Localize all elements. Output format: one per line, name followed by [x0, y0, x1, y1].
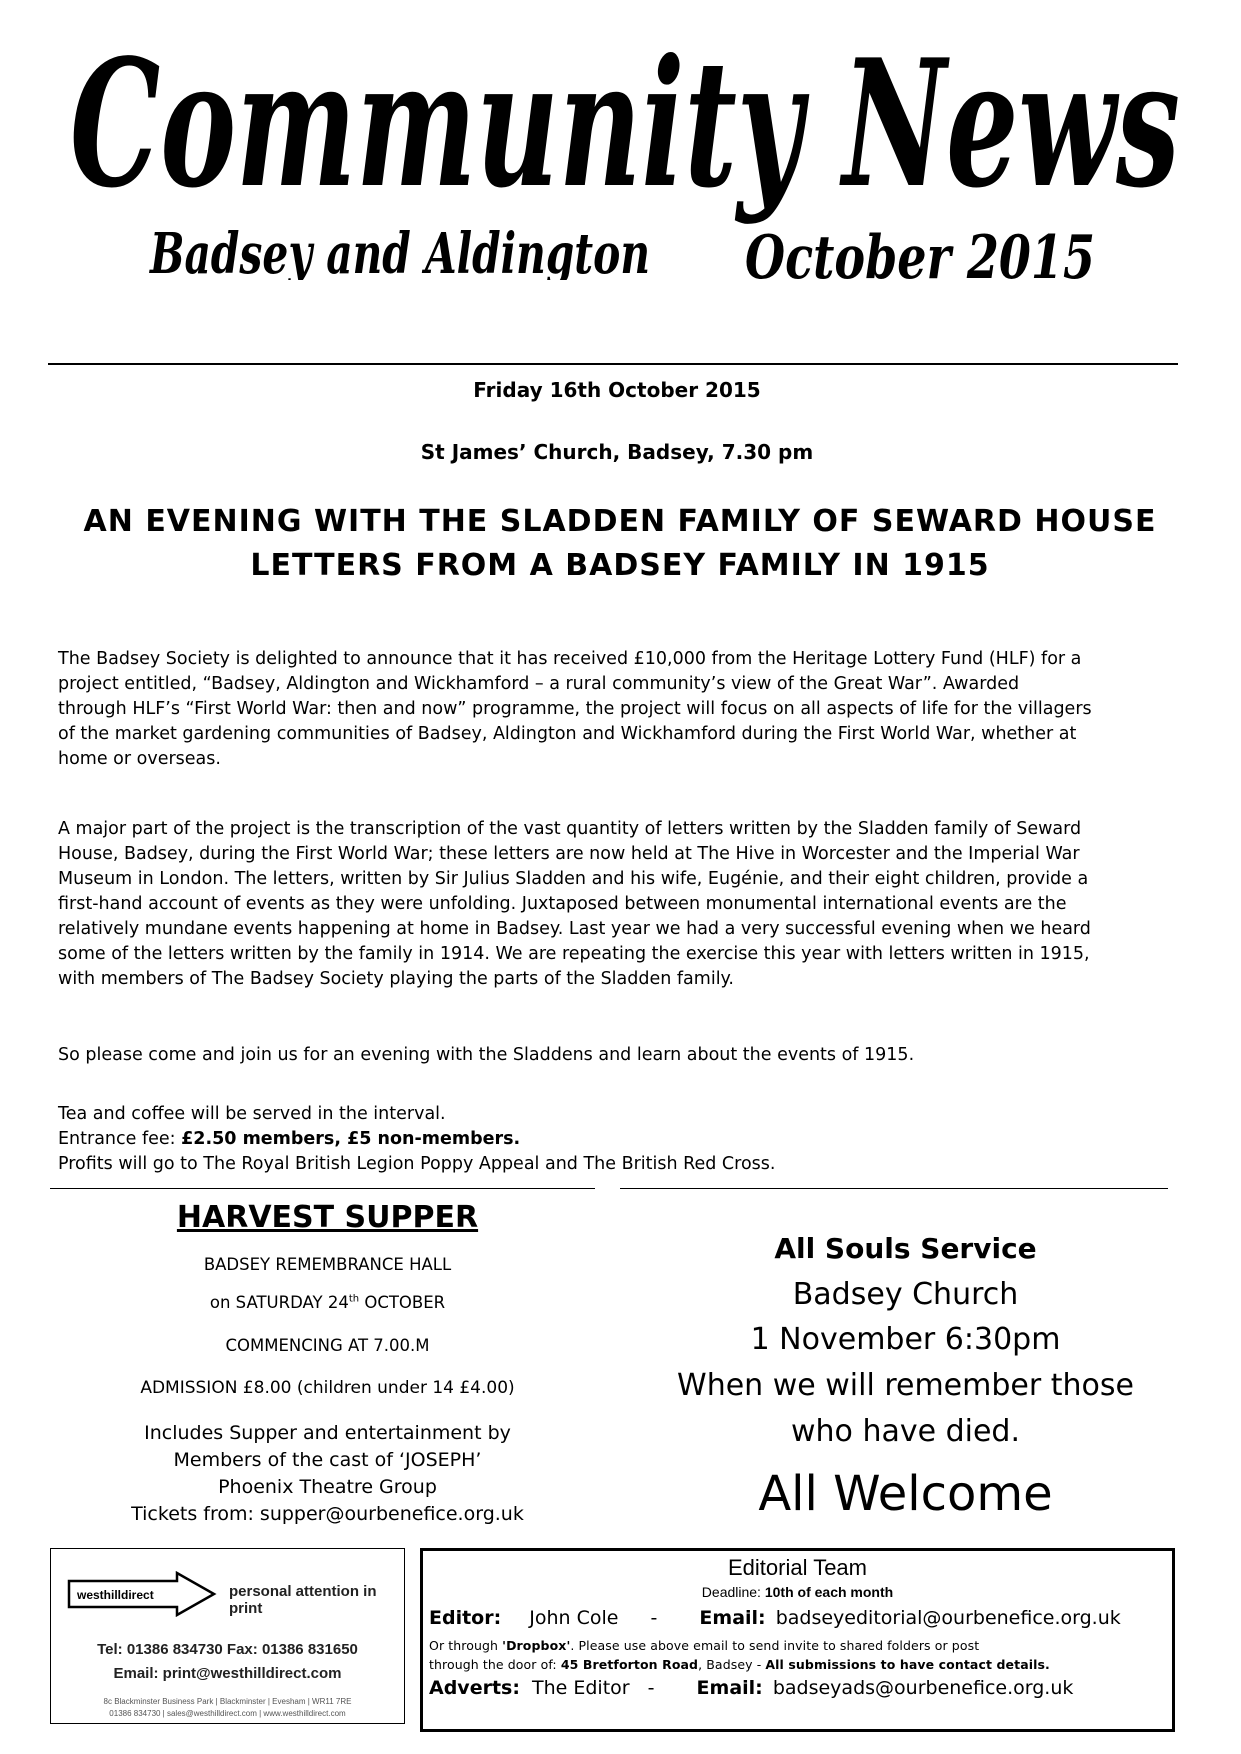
editorial-adverts-row — [429, 1677, 1073, 1699]
deadline-value: 10th of each month — [764, 1584, 894, 1600]
para2-line: with members of The Badsey Society playing the parts of the Sladden family. — [58, 969, 734, 989]
westhill-advert — [50, 1548, 405, 1724]
deadline-label: Deadline: — [701, 1584, 765, 1600]
event-paragraph-3: So please come and join us for an evening with the Sladdens and learn about the events of 1915. — [58, 1045, 915, 1065]
event-tea: Tea and coffee will be served in the interval. — [58, 1104, 446, 1124]
editor-dash: - — [650, 1607, 658, 1629]
all-souls-when: 1 November 6:30pm — [750, 1322, 1061, 1357]
editorial-box — [420, 1548, 1175, 1732]
event-profits: Profits will go to The Royal British Legion Poppy Appeal and The British Red Cross. — [58, 1154, 776, 1174]
harvest-date-post: OCTOBER — [359, 1293, 446, 1312]
dropbox-text: , Badsey - — [698, 1657, 766, 1672]
editorial-deadline — [423, 1584, 1172, 1600]
all-souls-place: Badsey Church — [792, 1277, 1019, 1312]
event-details — [58, 1102, 1176, 1177]
masthead-title: Community News — [70, 22, 1180, 227]
para2-line: relatively mundane events happening at home in Badsey. Last year we had a very successful evening when we heard — [58, 919, 1091, 939]
para1-line: of the market gardening communities of Badsey, Aldington and Wickhamford during the First World War, whether at — [58, 724, 1077, 744]
westhill-logo — [67, 1571, 217, 1617]
harvest-tickets: Tickets from: supper@ourbenefice.org.uk — [131, 1503, 524, 1525]
para2-line: first-hand account of events as they were unfolding. Juxtaposed between monumental international events are the — [58, 894, 1067, 914]
fee-label: Entrance fee: — [58, 1129, 182, 1149]
harvest-title — [50, 1200, 605, 1235]
event-venue: St James’ Church, Badsey, 7.30 pm — [420, 440, 814, 464]
adverts-label: Adverts: — [429, 1677, 520, 1699]
all-souls-welcome: All Welcome — [758, 1466, 1053, 1522]
adverts-email-label: Email: — [696, 1677, 763, 1699]
westhill-contacts: 01386 834730 | sales@westhilldirect.com | www.westhilldirect.com — [109, 1709, 346, 1718]
harvest-title-text: HARVEST SUPPER — [176, 1200, 479, 1235]
westhill-address: 8c Blackminster Business Park | Blackminster | Evesham | WR11 7RE — [103, 1697, 352, 1706]
editorial-dropbox-line-2 — [429, 1657, 1050, 1672]
masthead-divider — [48, 363, 1178, 365]
all-souls-title: All Souls Service — [774, 1232, 1037, 1265]
harvest-date-pre: on SATURDAY 24 — [209, 1293, 349, 1312]
harvest-includes — [50, 1420, 605, 1528]
para2-line: Museum in London. The letters, written by Sir Julius Sladden and his wife, Eugénie, and their eight children, provide a — [58, 869, 1089, 889]
para2-line: A major part of the project is the transcription of the vast quantity of letters written by the Sladden family of Seward — [58, 819, 1082, 839]
event-fee — [58, 1127, 1176, 1152]
all-souls-desc-1: When we will remember those — [677, 1368, 1134, 1403]
submission-note: All submissions to have contact details. — [765, 1657, 1050, 1672]
masthead-location: Badsey and Aldington — [148, 221, 650, 280]
harvest-includes-line: Members of the cast of ‘JOSEPH’ — [173, 1449, 482, 1471]
dropbox-text: . Please use above email to send invite to shared folders or post — [570, 1638, 980, 1653]
adverts-dash: - — [647, 1677, 655, 1699]
masthead — [40, 10, 1200, 280]
westhill-logo-text: westhilldirect — [77, 1588, 154, 1602]
harvest-date — [50, 1293, 605, 1312]
event-headline-1: AN EVENING WITH THE SLADDEN FAMILY OF SEWARD HOUSE — [83, 504, 1157, 539]
masthead-svg — [40, 10, 1200, 280]
harvest-time: COMMENCING AT 7.00.M — [225, 1336, 430, 1355]
harvest-hall: BADSEY REMEMBRANCE HALL — [203, 1255, 452, 1274]
editorial-dropbox-line-1 — [429, 1638, 979, 1653]
event-paragraph-1 — [58, 647, 1176, 772]
dropbox-text: through the door of: — [429, 1657, 561, 1672]
event-paragraph-2 — [58, 817, 1176, 992]
para2-line: some of the letters written by the family in 1914. We are repeating the exercise this year with letters written in 1915, — [58, 944, 1090, 964]
harvest-includes-line: Phoenix Theatre Group — [218, 1476, 437, 1498]
para2-line: House, Badsey, during the First World War; these letters are now held at The Hive in Worcester and the Imperial War — [58, 844, 1080, 864]
adverts-name: The Editor — [531, 1677, 630, 1699]
editor-name: John Cole — [529, 1607, 619, 1629]
masthead-issue-date: October 2015 — [745, 223, 1095, 280]
all-souls-desc-2: who have died. — [791, 1414, 1020, 1449]
para1-line: The Badsey Society is delighted to announce that it has received £10,000 from the Heritage Lottery Fund (HLF) for a — [58, 649, 1082, 669]
editorial-title: Editorial Team — [728, 1555, 867, 1580]
westhill-email: Email: print@westhilldirect.com — [113, 1665, 342, 1682]
section-divider-left — [50, 1188, 595, 1189]
post-address: 45 Bretforton Road — [560, 1657, 699, 1672]
westhill-phones: Tel: 01386 834730 Fax: 01386 831650 — [97, 1641, 358, 1658]
section-divider-right — [620, 1188, 1168, 1189]
harvest-admission: ADMISSION £8.00 (children under 14 £4.00) — [140, 1378, 515, 1398]
dropbox-text: Or through — [429, 1638, 503, 1653]
editor-email-label: Email: — [699, 1607, 766, 1629]
westhill-tagline: personal attention in print — [229, 1583, 377, 1617]
para1-line: home or overseas. — [58, 749, 221, 769]
para1-line: project entitled, “Badsey, Aldington and Wickhamford – a rural community’s view of the Great War”. Awarded — [58, 674, 1020, 694]
para1-line: through HLF’s “First World War: then and now” programme, the project will focus on all aspects of life for the villagers — [58, 699, 1092, 719]
dropbox-name: 'Dropbox' — [502, 1638, 571, 1653]
harvest-date-sup: th — [348, 1293, 360, 1305]
event-headline-2: LETTERS FROM A BADSEY FAMILY IN 1915 — [250, 548, 990, 583]
harvest-includes-line: Includes Supper and entertainment by — [144, 1422, 511, 1444]
fee-value: £2.50 members, £5 non-members. — [181, 1129, 521, 1149]
event-date: Friday 16th October 2015 — [473, 378, 761, 402]
editor-email[interactable]: badseyeditorial@ourbenefice.org.uk — [775, 1607, 1121, 1629]
editor-label: Editor: — [429, 1607, 502, 1629]
adverts-email[interactable]: badseyads@ourbenefice.org.uk — [772, 1677, 1074, 1699]
editorial-editor-row — [429, 1607, 1121, 1629]
